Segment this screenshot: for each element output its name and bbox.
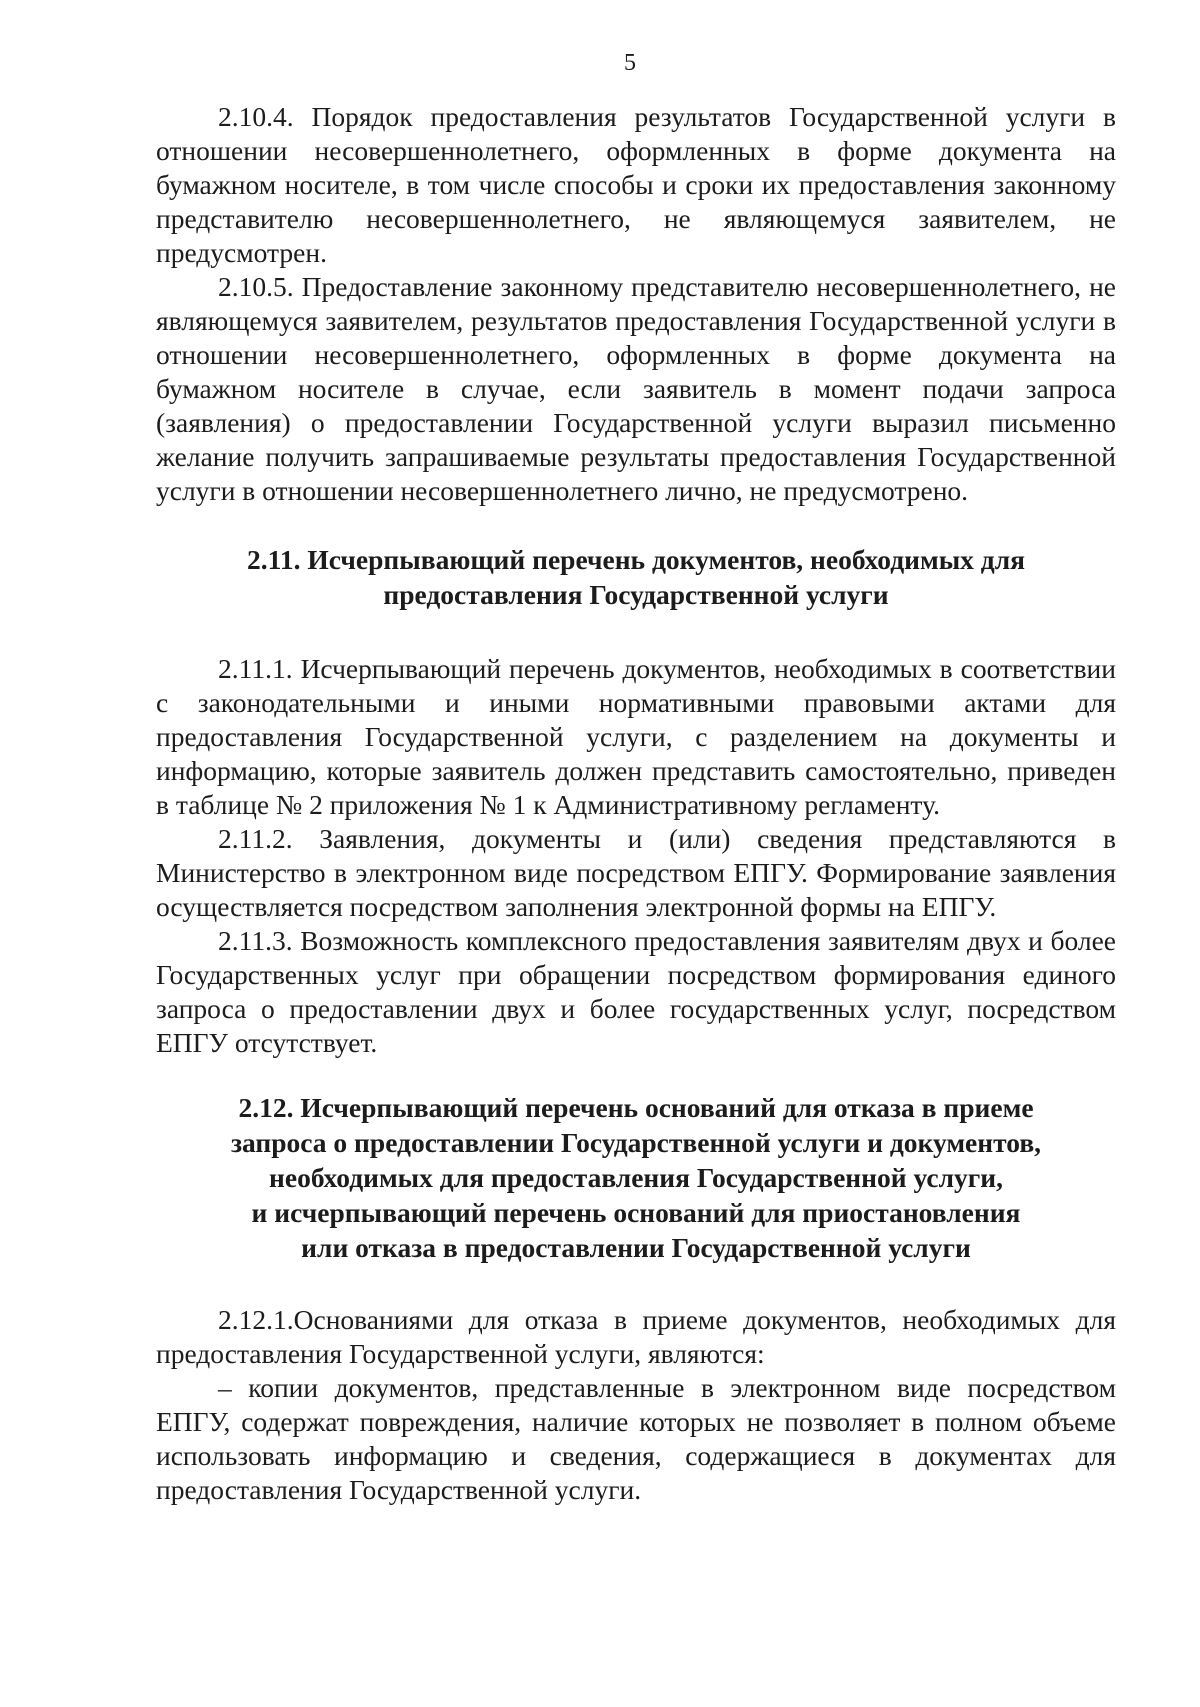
paragraph-2-12-1: 2.12.1.Основаниями для отказа в приеме документов, необходимых для предоставления Государственной услуги, являются: xyxy=(156,1304,1116,1369)
document-body xyxy=(156,100,1116,1507)
page-number: 5 xyxy=(624,50,636,76)
paragraph-2-10-5: 2.10.5. Предоставление законному представителю несовершеннолетнего, не являющемуся заявителем, результатов предоставления Государственной услуги в отношении несовершеннолетнего, оформленных в форме документа на бумажном носителе в случае, если заявитель в момент подачи запроса (заявления) о предоставлении Государственной услуги выразил письменно желание получить запрашиваемые результаты предоставления Государственной услуги в отношении несовершеннолетнего лично, не предусмотрено. xyxy=(156,271,1116,506)
heading-2-11 xyxy=(156,542,1116,612)
heading-2-12 xyxy=(156,1090,1116,1265)
heading-2-12-line-5: или отказа в предоставлении Государственной услуги xyxy=(301,1232,971,1263)
paragraph-2-11-1: 2.11.1. Исчерпывающий перечень документов, необходимых в соответствии с законодательными и иными нормативными правовыми актами для предоставления Государственной услуги, с разделением на документы и информацию, которые заявитель должен представить самостоятельно, приведен в таблице № 2 приложения № 1 к Административному регламенту. xyxy=(156,653,1116,820)
heading-2-11-line-2: предоставления Государственной услуги xyxy=(383,579,889,610)
paragraph-2-12-1-item: – копии документов, представленные в электронном виде посредством ЕПГУ, содержат повреждения, наличие которых не позволяет в полном объеме использовать информацию и сведения, содержащиеся в документах для предоставления Государственной услуги. xyxy=(156,1372,1116,1505)
heading-2-11-line-1: 2.11. Исчерпывающий перечень документов, необходимых для xyxy=(246,544,1026,575)
paragraph-2-11-2: 2.11.2. Заявления, документы и (или) сведения представляются в Министерство в электронном виде посредством ЕПГУ. Формирование заявления осуществляется посредством заполнения электронной формы на ЕПГУ. xyxy=(156,823,1116,922)
heading-2-12-line-2: запроса о предоставлении Государственной услуги и документов, xyxy=(230,1127,1042,1158)
heading-2-12-line-4: и исчерпывающий перечень оснований для приостановления xyxy=(251,1197,1021,1228)
paragraph-2-10-4: 2.10.4. Порядок предоставления результатов Государственной услуги в отношении несовершеннолетнего, оформленных в форме документа на бумажном носителе, в том числе способы и сроки их предоставления законному представителю несовершеннолетнего, не являющемуся заявителем, не предусмотрен. xyxy=(156,101,1116,268)
paragraph-2-11-3: 2.11.3. Возможность комплексного предоставления заявителям двух и более Государственных услуг при обращении посредством формирования единого запроса о предоставлении двух и более государственных услуг, посредством ЕПГУ отсутствует. xyxy=(156,925,1116,1058)
heading-2-12-line-3: необходимых для предоставления Государственной услуги, xyxy=(269,1162,1003,1193)
heading-2-12-line-1: 2.12. Исчерпывающий перечень оснований для отказа в приеме xyxy=(238,1092,1034,1123)
